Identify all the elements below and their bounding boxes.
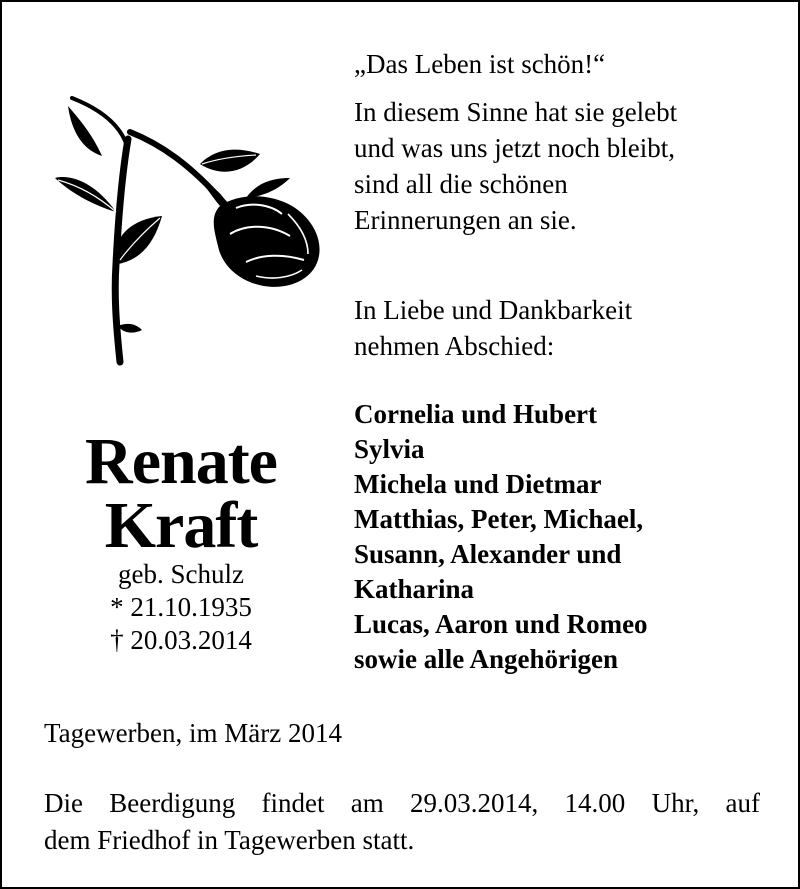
verse-line: und was uns jetzt noch bleibt, [354, 133, 675, 163]
funeral-line: dem Friedhof in Tagewerben statt. [44, 825, 415, 855]
mourner-line: Matthias, Peter, Michael, [354, 504, 644, 534]
mourner-line: Katharina [354, 574, 475, 604]
mourner-line: Cornelia und Hubert [354, 399, 598, 429]
mourner-line: Susann, Alexander und [354, 539, 622, 569]
mourner-line: Lucas, Aaron und Romeo [354, 609, 648, 639]
funeral-info [44, 785, 760, 859]
mourners-list [354, 397, 774, 677]
birth-date: * 21.10.1935 [110, 592, 252, 622]
funeral-line: Die Beerdigung findet am 29.03.2014, 14.00 Uhr, auf [44, 788, 760, 818]
maiden-name: geb. Schulz [118, 559, 244, 589]
verse [354, 94, 774, 238]
death-date: † 20.03.2014 [110, 625, 252, 655]
right-column [354, 46, 774, 677]
mourner-line: sowie alle Angehörigen [354, 644, 618, 674]
farewell-line: nehmen Abschied: [354, 331, 555, 361]
mourner-line: Michela und Dietmar [354, 469, 602, 499]
wilted-rose-icon [50, 94, 330, 374]
quote: „Das Leben ist schön!“ [354, 49, 606, 79]
verse-line: sind all die schönen [354, 169, 568, 199]
place-date: Tagewerben, im März 2014 [44, 718, 343, 748]
deceased-last-name: Kraft [104, 489, 258, 562]
verse-line: Erinnerungen an sie. [354, 205, 577, 235]
deceased-block [42, 425, 320, 657]
farewell-text [354, 292, 774, 364]
farewell-line: In Liebe und Dankbarkeit [354, 295, 633, 325]
mourner-line: Sylvia [354, 434, 425, 464]
deceased-first-name: Renate [85, 425, 277, 498]
verse-line: In diesem Sinne hat sie gelebt [354, 97, 678, 127]
